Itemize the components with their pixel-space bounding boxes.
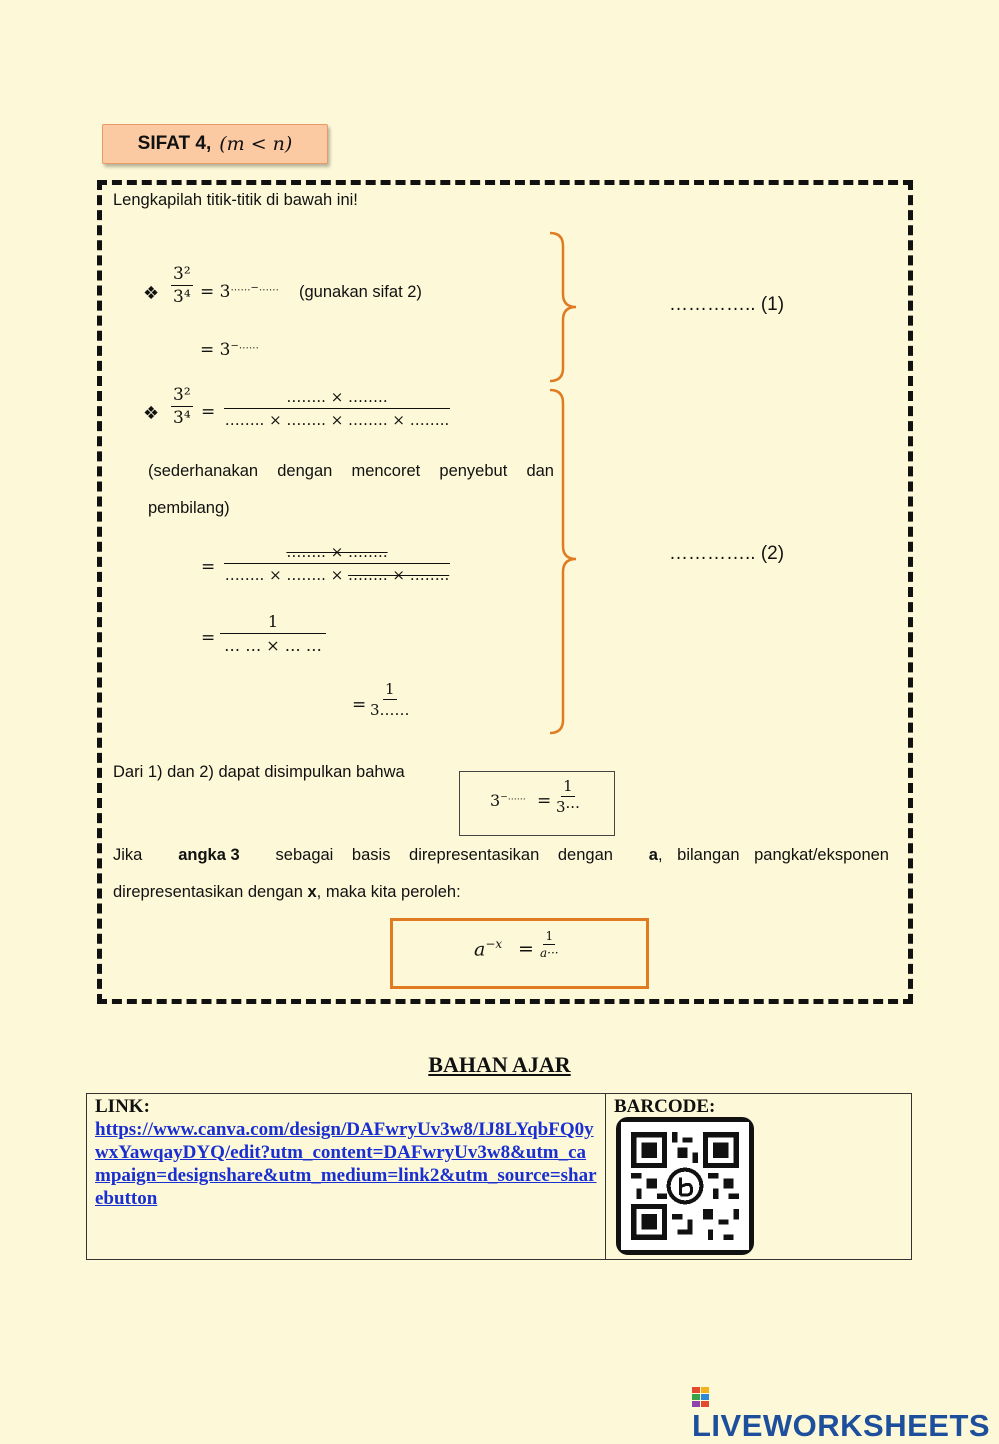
formula-exp: −x: [485, 937, 503, 951]
step1-exp1: ……−……: [230, 282, 279, 294]
conclusion-rhs: [556, 777, 580, 816]
general-rep-a: [649, 846, 889, 865]
step1-hint: (gunakan sifat 2): [299, 283, 422, 301]
link-label: LINK:: [95, 1096, 150, 1117]
step2-frac4: [370, 680, 410, 719]
step2-note-line1: (sederhanakan dengan mencoret penyebut dan: [148, 462, 554, 480]
conclusion-lhs-exp: −……: [500, 792, 526, 803]
step2-cross-fraction: [224, 543, 450, 584]
step1-eq1-base: = 3: [200, 282, 231, 302]
step1-den: 3⁴: [173, 287, 191, 307]
footer-brand-text: LIVEWORKSHEETS: [692, 1408, 991, 1443]
general-bold-angka: angka 3: [178, 846, 240, 864]
step2-rhs-num: …….. × ……..: [224, 388, 450, 409]
step2-note-line2: pembilang): [148, 499, 230, 517]
step1-eq2: [200, 340, 259, 360]
step2-frac3-den: … … × … …: [224, 636, 322, 655]
logo-icon: [692, 1387, 710, 1409]
answer-label-two: ………….. (2): [669, 543, 785, 564]
formula-rhs: [540, 929, 559, 960]
liveworksheets-logo: [692, 1372, 999, 1444]
step1-exp2: −……: [230, 340, 259, 352]
general-line1: [113, 846, 889, 865]
brace-one: [550, 233, 576, 381]
step2-frac4-equals: =: [352, 695, 367, 715]
step2-den: 3⁴: [173, 408, 191, 428]
general-word-jika: Jika: [113, 846, 143, 864]
step2-frac3-num: 1: [220, 612, 326, 634]
bullet-icon: ❖: [143, 403, 160, 423]
general-line2-after: , maka kita peroleh:: [316, 883, 461, 901]
step2-frac3: [220, 612, 326, 655]
conclusion-text: Dari 1) dan 2) dapat disimpulkan bahwa: [113, 763, 405, 781]
step2-fraction: [171, 385, 193, 428]
conclusion-rhs-den: 3···: [556, 798, 580, 816]
bullet-icon: ❖: [143, 283, 160, 303]
conclusion-lhs: [490, 791, 526, 810]
braces-graphic: [544, 228, 584, 738]
step2-rhs: [224, 388, 450, 429]
link-cell: [87, 1094, 606, 1260]
bahan-ajar-title: BAHAN AJAR: [428, 1052, 571, 1077]
step2-cross-num: …….. × ……..: [286, 543, 388, 561]
step2-frac3-equals: =: [201, 628, 216, 648]
step1-eq2-base: = 3: [200, 340, 231, 360]
answer-label-one: ………….. (1): [669, 294, 785, 315]
step2-cross-equals: =: [201, 557, 216, 577]
conclusion-rhs-num: 1: [563, 777, 573, 795]
exercise-box: [97, 180, 913, 1004]
step1-num: 3²: [173, 264, 191, 284]
general-line2-text: direpresentasikan dengan: [113, 883, 303, 901]
step2-equals: =: [201, 402, 216, 422]
formula-den: a···: [540, 946, 559, 960]
canva-link[interactable]: https://www.canva.com/design/DAFwryUv3w8/IJ8LYqbFQ0ywxYawqayDYQ/edit?utm_content=DAFwryUv3w8&utm_campaign=designshare&utm_medium=link2&utm_source=sharebutton: [95, 1119, 597, 1209]
general-after-text: , bilangan pangkat/eksponen: [657, 846, 889, 864]
section-title-label: SIFAT 4,: [137, 133, 212, 154]
barcode-label: BARCODE:: [614, 1096, 716, 1117]
general-mid-text: sebagai basis direpresentasikan dengan: [275, 846, 613, 864]
step2-rhs-den: …….. × …….. × …….. × ……..: [224, 411, 450, 429]
step2-cross-den-b: …….. × ……..: [348, 566, 450, 584]
step2-num: 3²: [173, 385, 191, 405]
qr-code-icon[interactable]: [616, 1117, 754, 1255]
step2-frac4-den: 3……: [370, 701, 410, 719]
general-bold-x: x: [307, 883, 317, 901]
resource-table: [86, 1093, 912, 1260]
conclusion-eq: =: [537, 791, 552, 811]
step1-fraction: [171, 264, 193, 307]
formula-eq: =: [518, 938, 534, 960]
conclusion-lhs-base: 3: [490, 791, 501, 810]
step1-eq1: [200, 282, 279, 302]
section-title: [102, 124, 328, 164]
general-line2: [113, 883, 461, 902]
formula-lhs: [474, 937, 502, 960]
step2-frac4-num: 1: [385, 680, 395, 698]
formula-num: 1: [545, 929, 554, 943]
general-bold-a: a: [648, 846, 658, 864]
step2-cross-den-a: …….. × …….. ×: [224, 566, 349, 584]
instruction-text: Lengkapilah titik-titik di bawah ini!: [113, 191, 358, 209]
brace-two: [550, 390, 576, 733]
formula-base: a: [474, 938, 486, 961]
section-title-condition: (m < n): [219, 133, 293, 155]
